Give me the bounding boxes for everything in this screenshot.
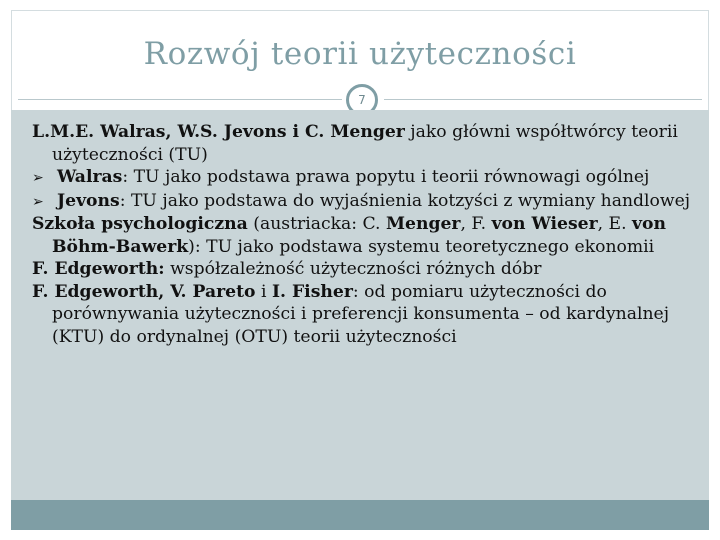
ordinal-text-1: i xyxy=(255,281,272,302)
edgeworth-text: współzależność użyteczności różnych dóbr xyxy=(164,259,542,279)
bullet-item-walras xyxy=(32,166,692,190)
austrian-text-1: (austriacka: C. xyxy=(247,214,386,234)
bullet-jevons-name: Jevons xyxy=(57,190,120,211)
founders-names: L.M.E. Walras, W.S. Jevons i C. Menger xyxy=(32,122,405,142)
austrian-menger: Menger xyxy=(385,214,461,234)
austrian-wieser: von Wieser xyxy=(491,214,598,234)
paragraph-founders xyxy=(32,121,692,166)
austrian-text-2: , F. xyxy=(460,214,492,234)
ordinal-names-1: F. Edgeworth, V. Pareto xyxy=(32,281,256,302)
slide-content xyxy=(32,121,692,348)
paragraph-edgeworth xyxy=(32,258,692,281)
austrian-text-4: ): TU jako podstawa systemu teoretycznego ekonomii xyxy=(188,236,655,257)
footer-bar xyxy=(11,500,709,530)
ordinal-text-2: : od pomiaru użyteczności do porównywania użyteczności i preferencji konsumenta – od kardynalnej (KTU) do ordynalnej (OTU) teorii użyteczności xyxy=(52,281,670,347)
austrian-bohm-bawerk: von Böhm-Bawerk xyxy=(52,214,666,257)
title-divider-right xyxy=(384,99,702,100)
arrow-bullet-icon: ➢ xyxy=(32,193,44,210)
bullet-walras-name: Walras xyxy=(57,167,123,187)
bullet-jevons-text: : TU jako podstawa do wyjaśnienia kotzyści z wymiany handlowej xyxy=(119,190,691,211)
paragraph-austrian-school xyxy=(32,213,692,258)
arrow-bullet-icon: ➢ xyxy=(32,170,44,186)
ordinal-fisher: I. Fisher xyxy=(271,281,353,302)
austrian-school-label: Szkoła psychologiczna xyxy=(32,214,248,234)
austrian-text-3: , E. xyxy=(597,214,633,234)
founders-text: jako główni współtwórcy teorii użyteczności (TU) xyxy=(52,122,678,165)
slide-number-badge: 7 xyxy=(346,84,378,116)
bullet-item-jevons xyxy=(32,190,692,214)
edgeworth-label: F. Edgeworth: xyxy=(32,259,165,279)
slide-title: Rozwój teorii użyteczności xyxy=(143,36,577,72)
title-divider-left xyxy=(18,99,342,100)
bullet-walras-text: : TU jako podstawa prawa popytu i teorii równowagi ogólnej xyxy=(122,167,650,187)
paragraph-ordinal xyxy=(32,281,692,349)
